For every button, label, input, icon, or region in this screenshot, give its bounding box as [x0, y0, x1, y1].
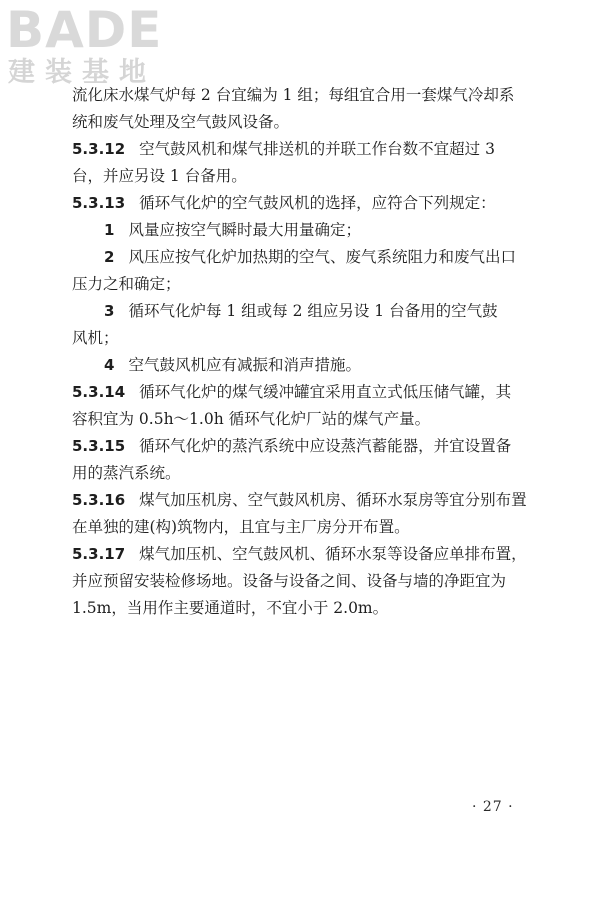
text-line: 流化床水煤气炉每 2 台宜编为 1 组；每组宜合用一套煤气冷却系: [72, 86, 515, 104]
text-line: 台，并应另设 1 台备用。: [72, 167, 247, 185]
item-number: 1: [104, 221, 115, 239]
document-body: [72, 82, 544, 622]
text-line: 压力之和确定；: [72, 275, 181, 293]
text-line: 并应预留安装检修场地。设备与设备之间、设备与墙的净距宜为: [72, 572, 507, 590]
item-number: 4: [104, 356, 115, 374]
logo-wordmark: BADE: [6, 1, 163, 59]
item-number: 2: [104, 248, 115, 266]
clause-number: 5.3.13: [72, 194, 126, 212]
text-line: 风机；: [72, 329, 119, 347]
text-line: 1.5m，当用作主要通道时，不宜小于 2.0m。: [72, 599, 389, 617]
item-number: 3: [104, 302, 115, 320]
list-item: 2 风压应按气化炉加热期的空气、废气系统阻力和废气出口: [104, 248, 516, 266]
clause-5-3-17: 5.3.17 煤气加压机、空气鼓风机、循环水泵等设备应单排布置，: [72, 545, 527, 563]
clause-5-3-14: 5.3.14 循环气化炉的煤气缓冲罐宜采用直立式低压储气罐，其: [72, 383, 512, 401]
list-item: 3 循环气化炉每 1 组或每 2 组应另设 1 台备用的空气鼓: [104, 302, 498, 320]
clause-5-3-15: 5.3.15 循环气化炉的蒸汽系统中应设蒸汽蓄能器，并宜设置备: [72, 437, 512, 455]
clause-number: 5.3.12: [72, 140, 126, 158]
list-item: 1 风量应按空气瞬时最大用量确定；: [104, 221, 361, 239]
text-line: 容积宜为 0.5h～1.0h 循环气化炉厂站的煤气产量。: [72, 410, 431, 428]
clause-number: 5.3.15: [72, 437, 126, 455]
clause-5-3-12: 5.3.12 空气鼓风机和煤气排送机的并联工作台数不宜超过 3: [72, 140, 495, 158]
list-item: 4 空气鼓风机应有减振和消声措施。: [104, 356, 361, 374]
clause-number: 5.3.17: [72, 545, 126, 563]
text-line: 用的蒸汽系统。: [72, 464, 181, 482]
text-line: 在单独的建(构)筑物内，且宜与主厂房分开布置。: [72, 518, 410, 536]
clause-5-3-13: 5.3.13 循环气化炉的空气鼓风机的选择，应符合下列规定：: [72, 194, 496, 212]
clause-5-3-16: 5.3.16 煤气加压机房、空气鼓风机房、循环水泵房等宜分别布置: [72, 491, 527, 509]
logo-subtitle: 建装基地: [8, 57, 156, 88]
clause-number: 5.3.14: [72, 383, 126, 401]
clause-number: 5.3.16: [72, 491, 126, 509]
page-number: · 27 ·: [472, 799, 514, 815]
text-line: 统和废气处理及空气鼓风设备。: [72, 113, 290, 131]
bade-logo: [6, 1, 178, 88]
